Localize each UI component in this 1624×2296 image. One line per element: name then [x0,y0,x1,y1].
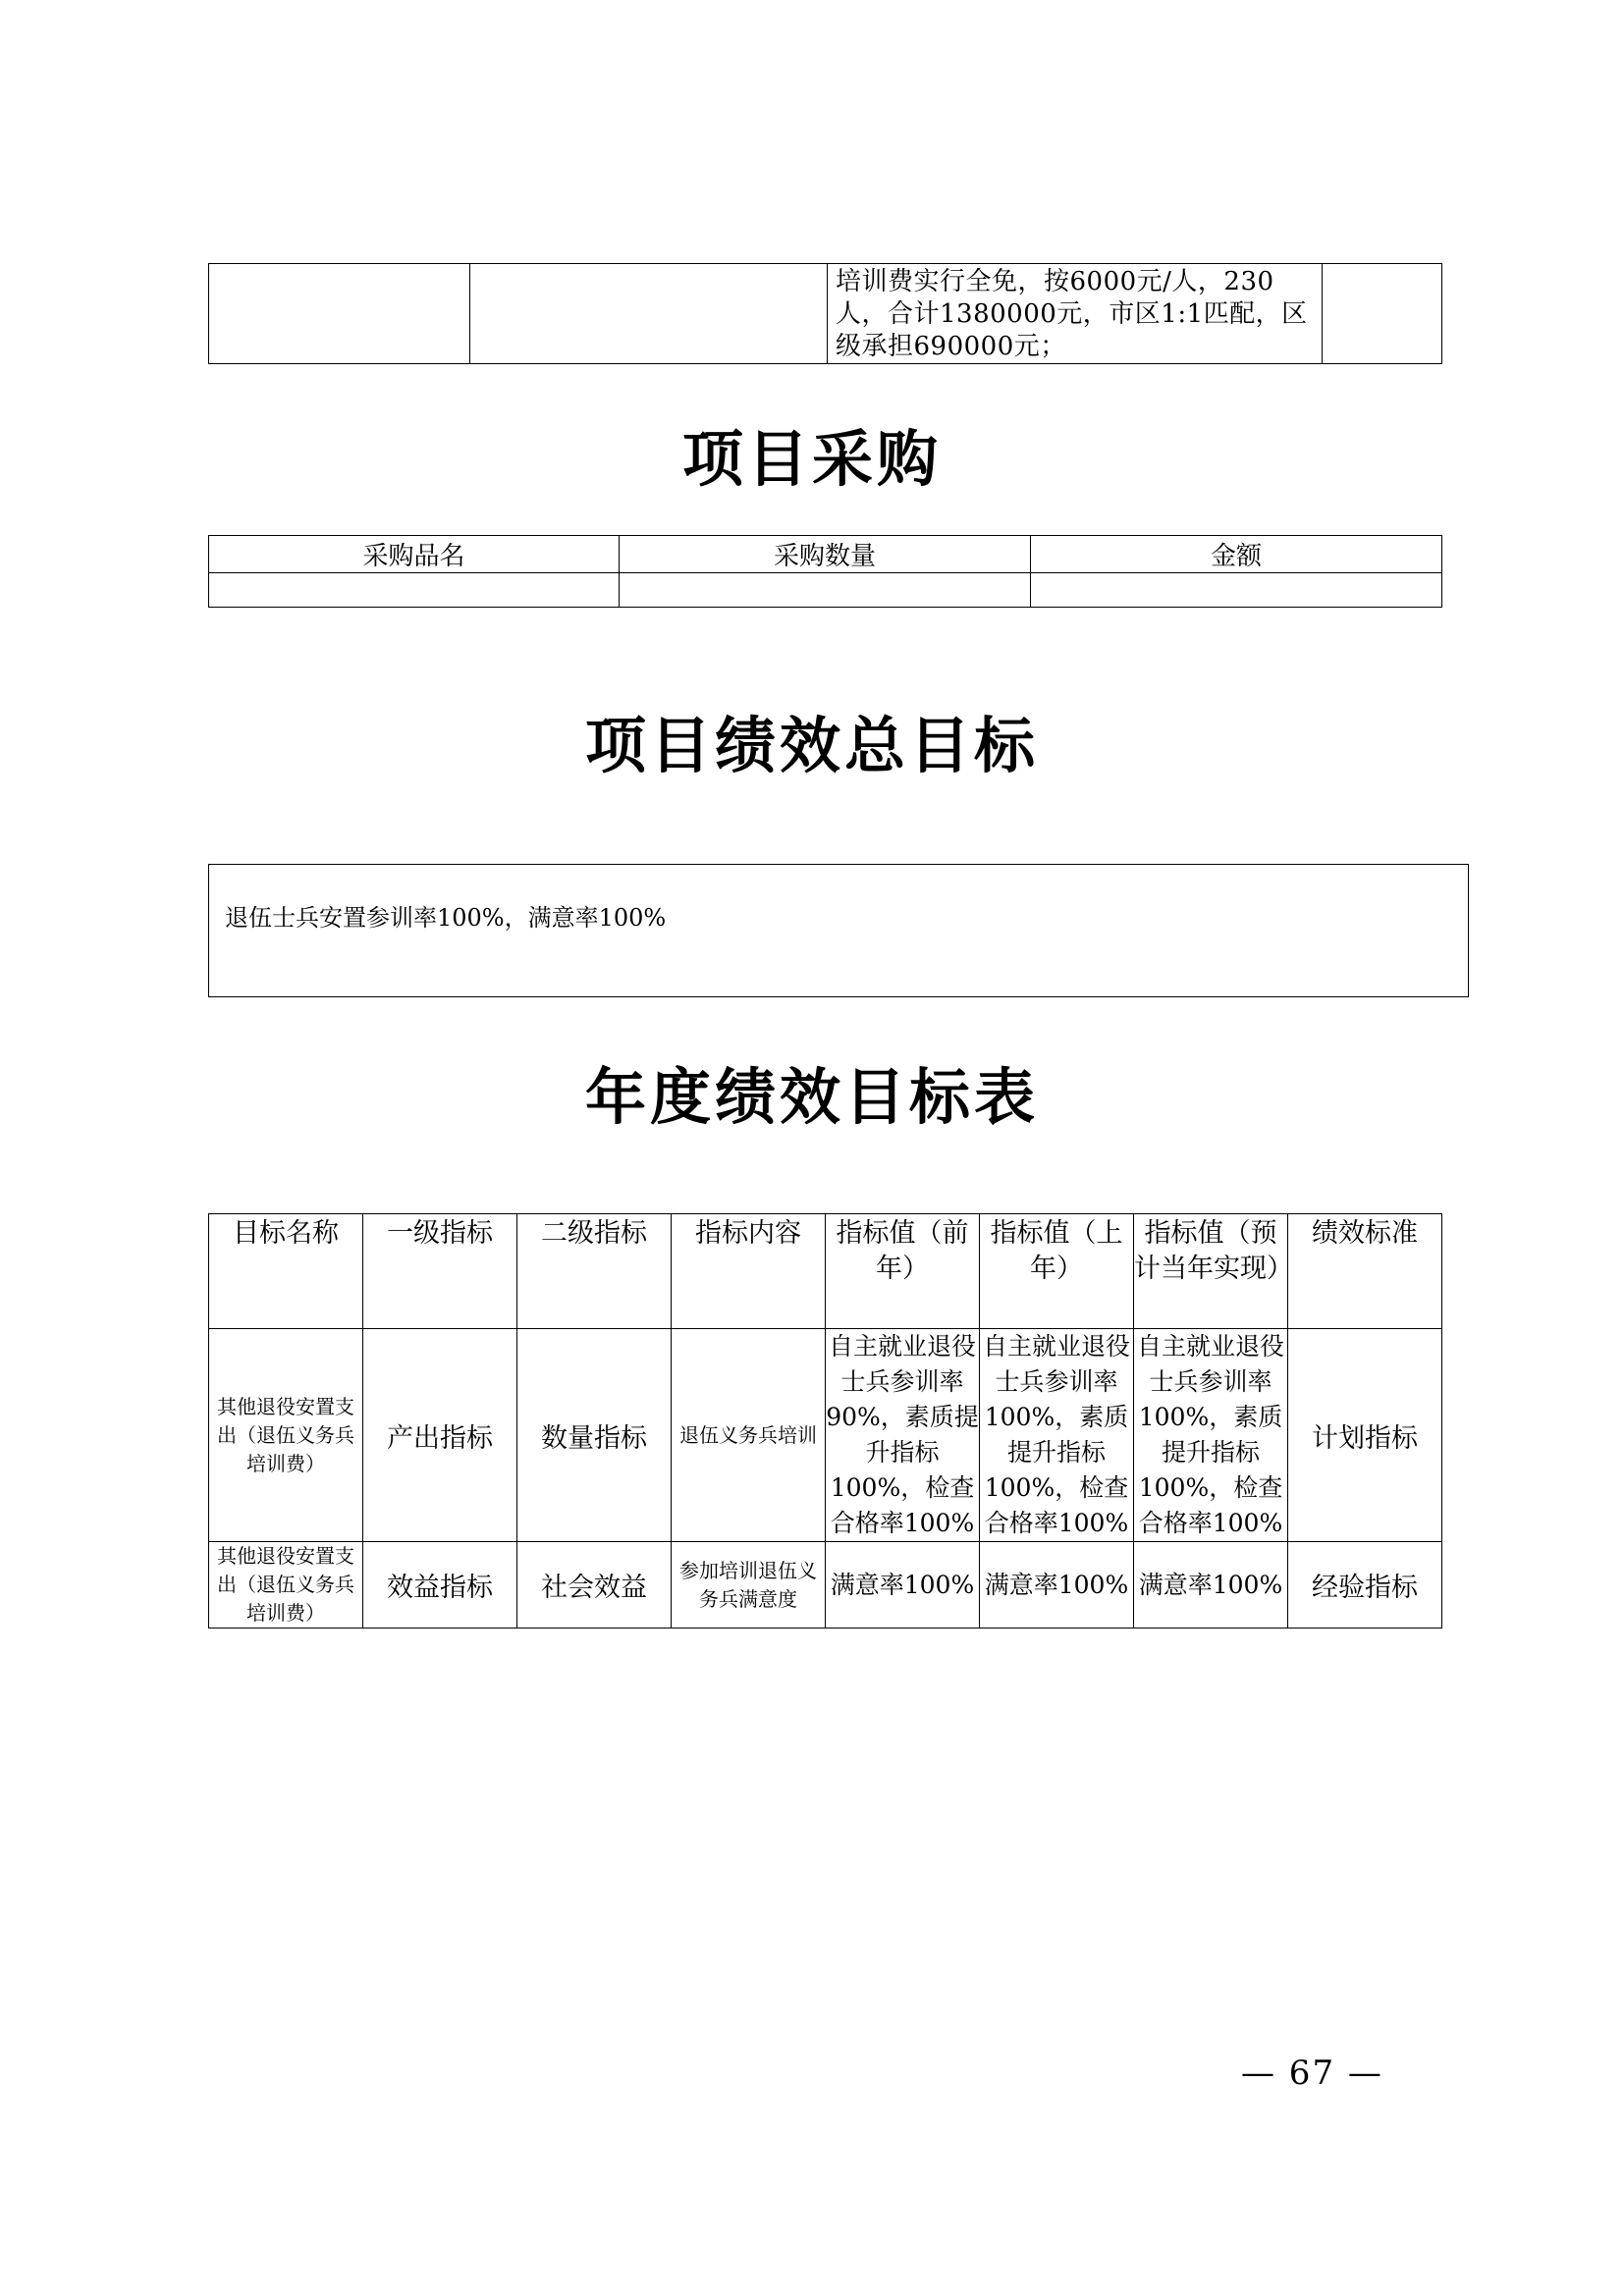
procurement-cell [1031,573,1442,608]
header-goal-name: 目标名称 [209,1214,363,1329]
page-number: — 67 — [1241,2054,1383,2093]
budget-detail-cell [828,264,1323,364]
header-level2: 二级指标 [517,1214,672,1329]
header-value-prev: 指标值（上年） [980,1214,1134,1329]
annual-performance-table [208,1213,1442,1629]
cell-content: 参加培训退伍义务兵满意度 [672,1542,826,1629]
cell-goal-name: 其他退役安置支出（退伍义务兵培训费） [209,1542,363,1629]
cell-level2: 数量指标 [517,1329,672,1542]
header-content: 指标内容 [672,1214,826,1329]
table-row [209,1329,1442,1542]
cell-value-prev: 满意率100% [980,1542,1134,1629]
table-row [209,1542,1442,1629]
overall-goal-text: 退伍士兵安置参训率100%，满意率100% [225,904,667,932]
procurement-header-quantity: 采购数量 [620,536,1031,573]
header-level1: 一级指标 [363,1214,517,1329]
overall-goal-title: 项目绩效总目标 [584,710,1039,781]
cell-value-prev-prev: 自主就业退役士兵参训率90%，素质提升指标100%，检查合格率100% [826,1329,980,1542]
cell-value-expected: 满意率100% [1134,1542,1288,1629]
cell-standard: 经验指标 [1288,1542,1442,1629]
empty-cell [209,264,470,364]
procurement-cell [620,573,1031,608]
cell-content: 退伍义务兵培训 [672,1329,826,1542]
cell-value-expected: 自主就业退役士兵参训率100%，素质提升指标100%，检查合格率100% [1134,1329,1288,1542]
header-value-expected: 指标值（预计当年实现） [1134,1214,1288,1329]
procurement-title: 项目采购 [681,423,942,495]
procurement-header-item: 采购品名 [209,536,620,573]
empty-cell [470,264,828,364]
header-value-prev-prev: 指标值（前年） [826,1214,980,1329]
budget-detail-text: 培训费实行全免，按6000元/人，230人，合计1380000元，市区1:1匹配，区级承担690000元； [836,267,1308,361]
overall-goal-box [208,864,1469,997]
procurement-table [208,535,1442,608]
cell-level1: 产出指标 [363,1329,517,1542]
procurement-cell [209,573,620,608]
cell-goal-name: 其他退役安置支出（退伍义务兵培训费） [209,1329,363,1542]
budget-continuation-table [208,263,1442,364]
procurement-header-amount: 金额 [1031,536,1442,573]
cell-value-prev: 自主就业退役士兵参训率100%，素质提升指标100%，检查合格率100% [980,1329,1134,1542]
annual-table-title: 年度绩效目标表 [584,1061,1039,1133]
cell-level2: 社会效益 [517,1542,672,1629]
empty-cell [1323,264,1442,364]
cell-standard: 计划指标 [1288,1329,1442,1542]
cell-level1: 效益指标 [363,1542,517,1629]
header-standard: 绩效标准 [1288,1214,1442,1329]
cell-value-prev-prev: 满意率100% [826,1542,980,1629]
